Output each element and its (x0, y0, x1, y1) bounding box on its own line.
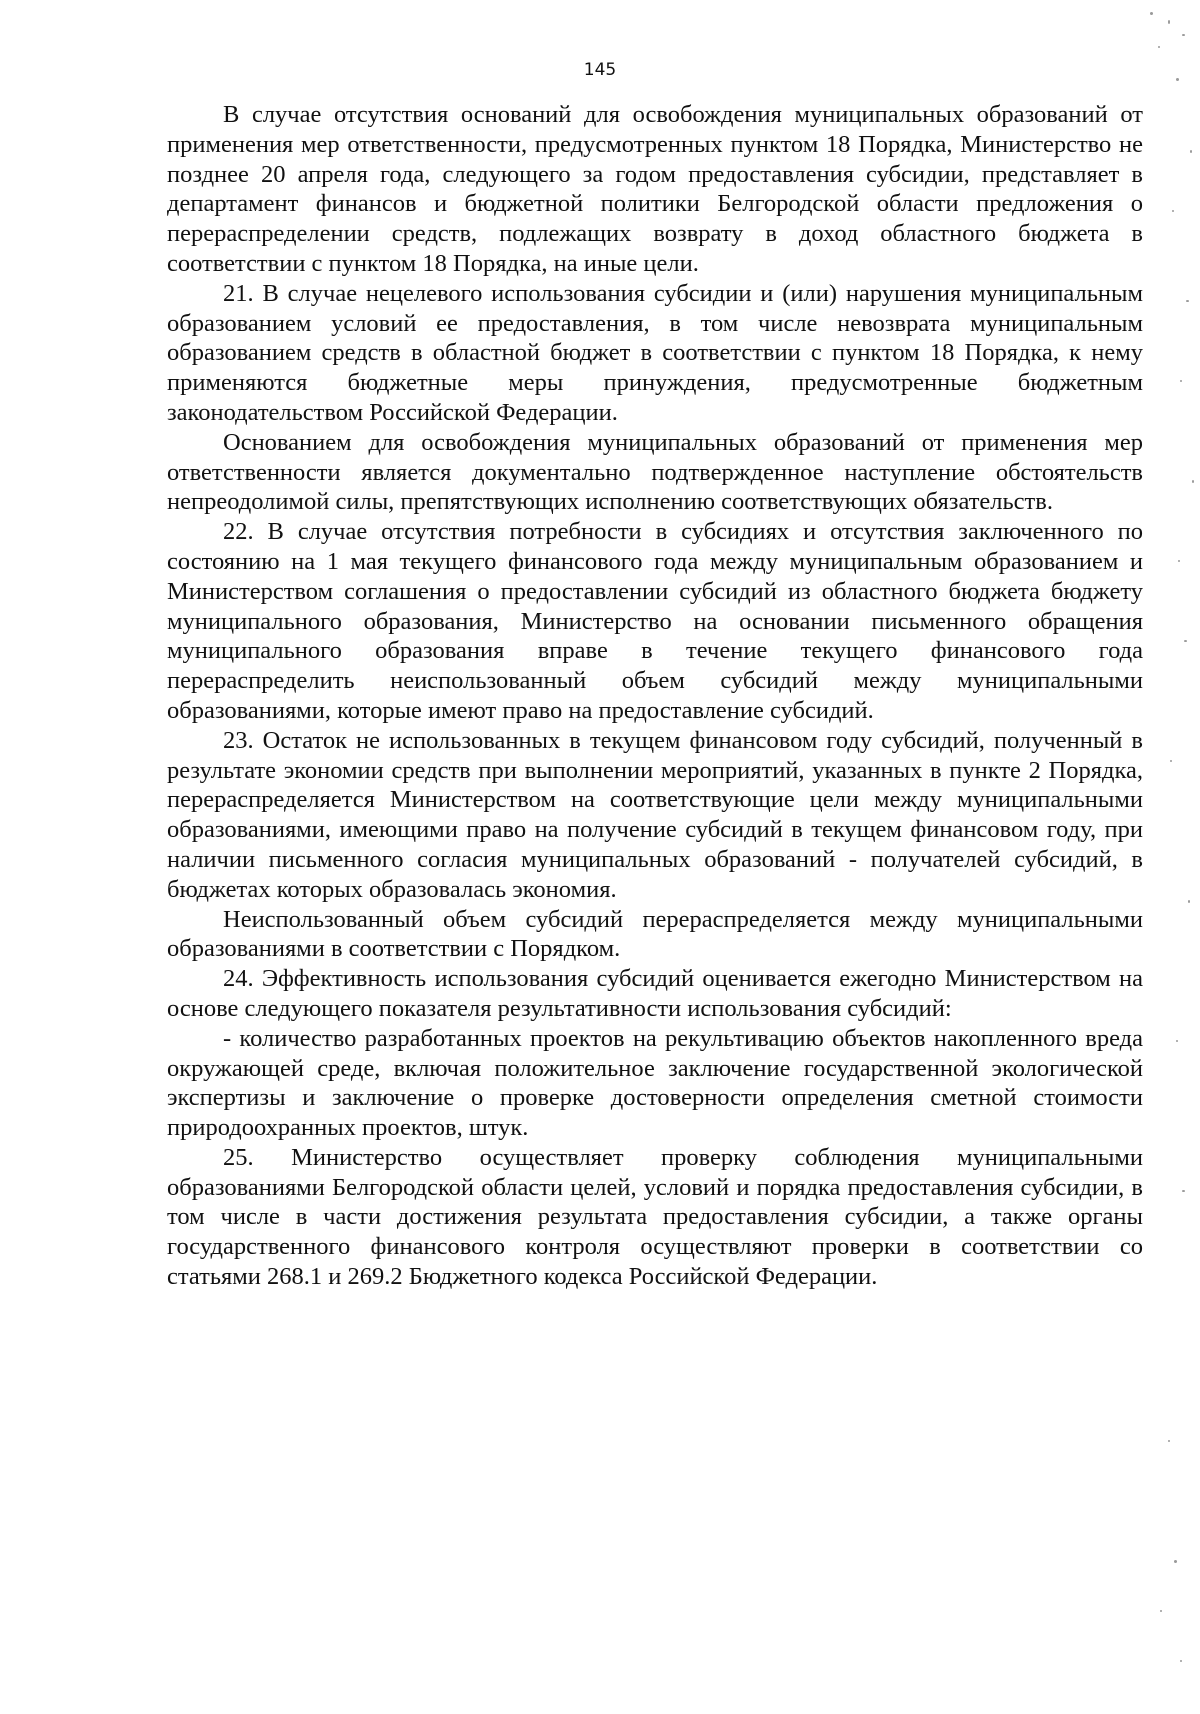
document-body (167, 100, 1143, 1292)
paragraph-25: 25. Министерство осуществляет проверку соблюдения муниципальными образованиями Белгородской области целей, условий и порядка предоставления субсидии, в том числе в части достижения результата предоставления субсидии, а также органы государственного финансового контроля осуществляют проверки в соответствии со статьями 268.1 и 269.2 Бюджетного кодекса Российской Федерации. (167, 1143, 1143, 1291)
page-number: 145 (583, 60, 617, 80)
paragraph-20-continued: В случае отсутствия оснований для освобождения муниципальных образований от применения мер ответственности, предусмотренных пунктом 18 Порядка, Министерство не позднее 20 апреля года, следующего за годом предоставления субсидии, представляет в департамент финансов и бюджетной политики Белгородской области предложения о перераспределении средств, подлежащих возврату в доход областного бюджета в соответствии с пунктом 18 Порядка, на иные цели. (167, 101, 1143, 277)
paragraph-23-redistribution: Неиспользованный объем субсидий перераспределяется между муниципальными образованиями в соответствии с Порядком. (167, 905, 1143, 963)
paragraph-21-exemption: Основанием для освобождения муниципальных образований от применения мер ответственности является документально подтвержденное наступление обстоятельств непреодолимой силы, препятствующих исполнению соответствующих обязательств. (167, 428, 1143, 516)
paragraph-21: 21. В случае нецелевого использования субсидии и (или) нарушения муниципальным образованием условий ее предоставления, в том числе невозврата муниципальным образованием средств в областной бюджет в соответствии с пунктом 18 Порядка, к нему применяются бюджетные меры принуждения, предусмотренные бюджетным законодательством Российской Федерации. (167, 279, 1143, 426)
paragraph-23: 23. Остаток не использованных в текущем финансовом году субсидий, полученный в результате экономии средств при выполнении мероприятий, указанных в пункте 2 Порядка, перераспределяется Министерством на соответствующие цели между муниципальными образованиями, имеющими право на получение субсидий в текущем финансовом году, при наличии письменного согласия муниципальных образований - получателей субсидий, в бюджетах которых образовалась экономия. (167, 726, 1143, 903)
paragraph-22: 22. В случае отсутствия потребности в субсидиях и отсутствия заключенного по состоянию на 1 мая текущего финансового года между муниципальным образованием и Министерством соглашения о предоставлении субсидий из областного бюджета бюджету муниципального образования, Министерство на основании письменного обращения муниципального образования вправе в течение текущего финансового года перераспределить неиспользованный объем субсидий между муниципальными образованиями, которые имеют право на предоставление субсидий. (167, 518, 1143, 724)
paragraph-24: 24. Эффективность использования субсидий оценивается ежегодно Министерством на основе следующего показателя результативности использования субсидий: (167, 965, 1143, 1022)
paragraph-24-indicator: - количество разработанных проектов на рекультивацию объектов накопленного вреда окружающей среде, включая положительное заключение государственной экологической экспертизы и заключение о проверке достоверности определения сметной стоимости природоохранных проектов, штук. (167, 1024, 1143, 1142)
